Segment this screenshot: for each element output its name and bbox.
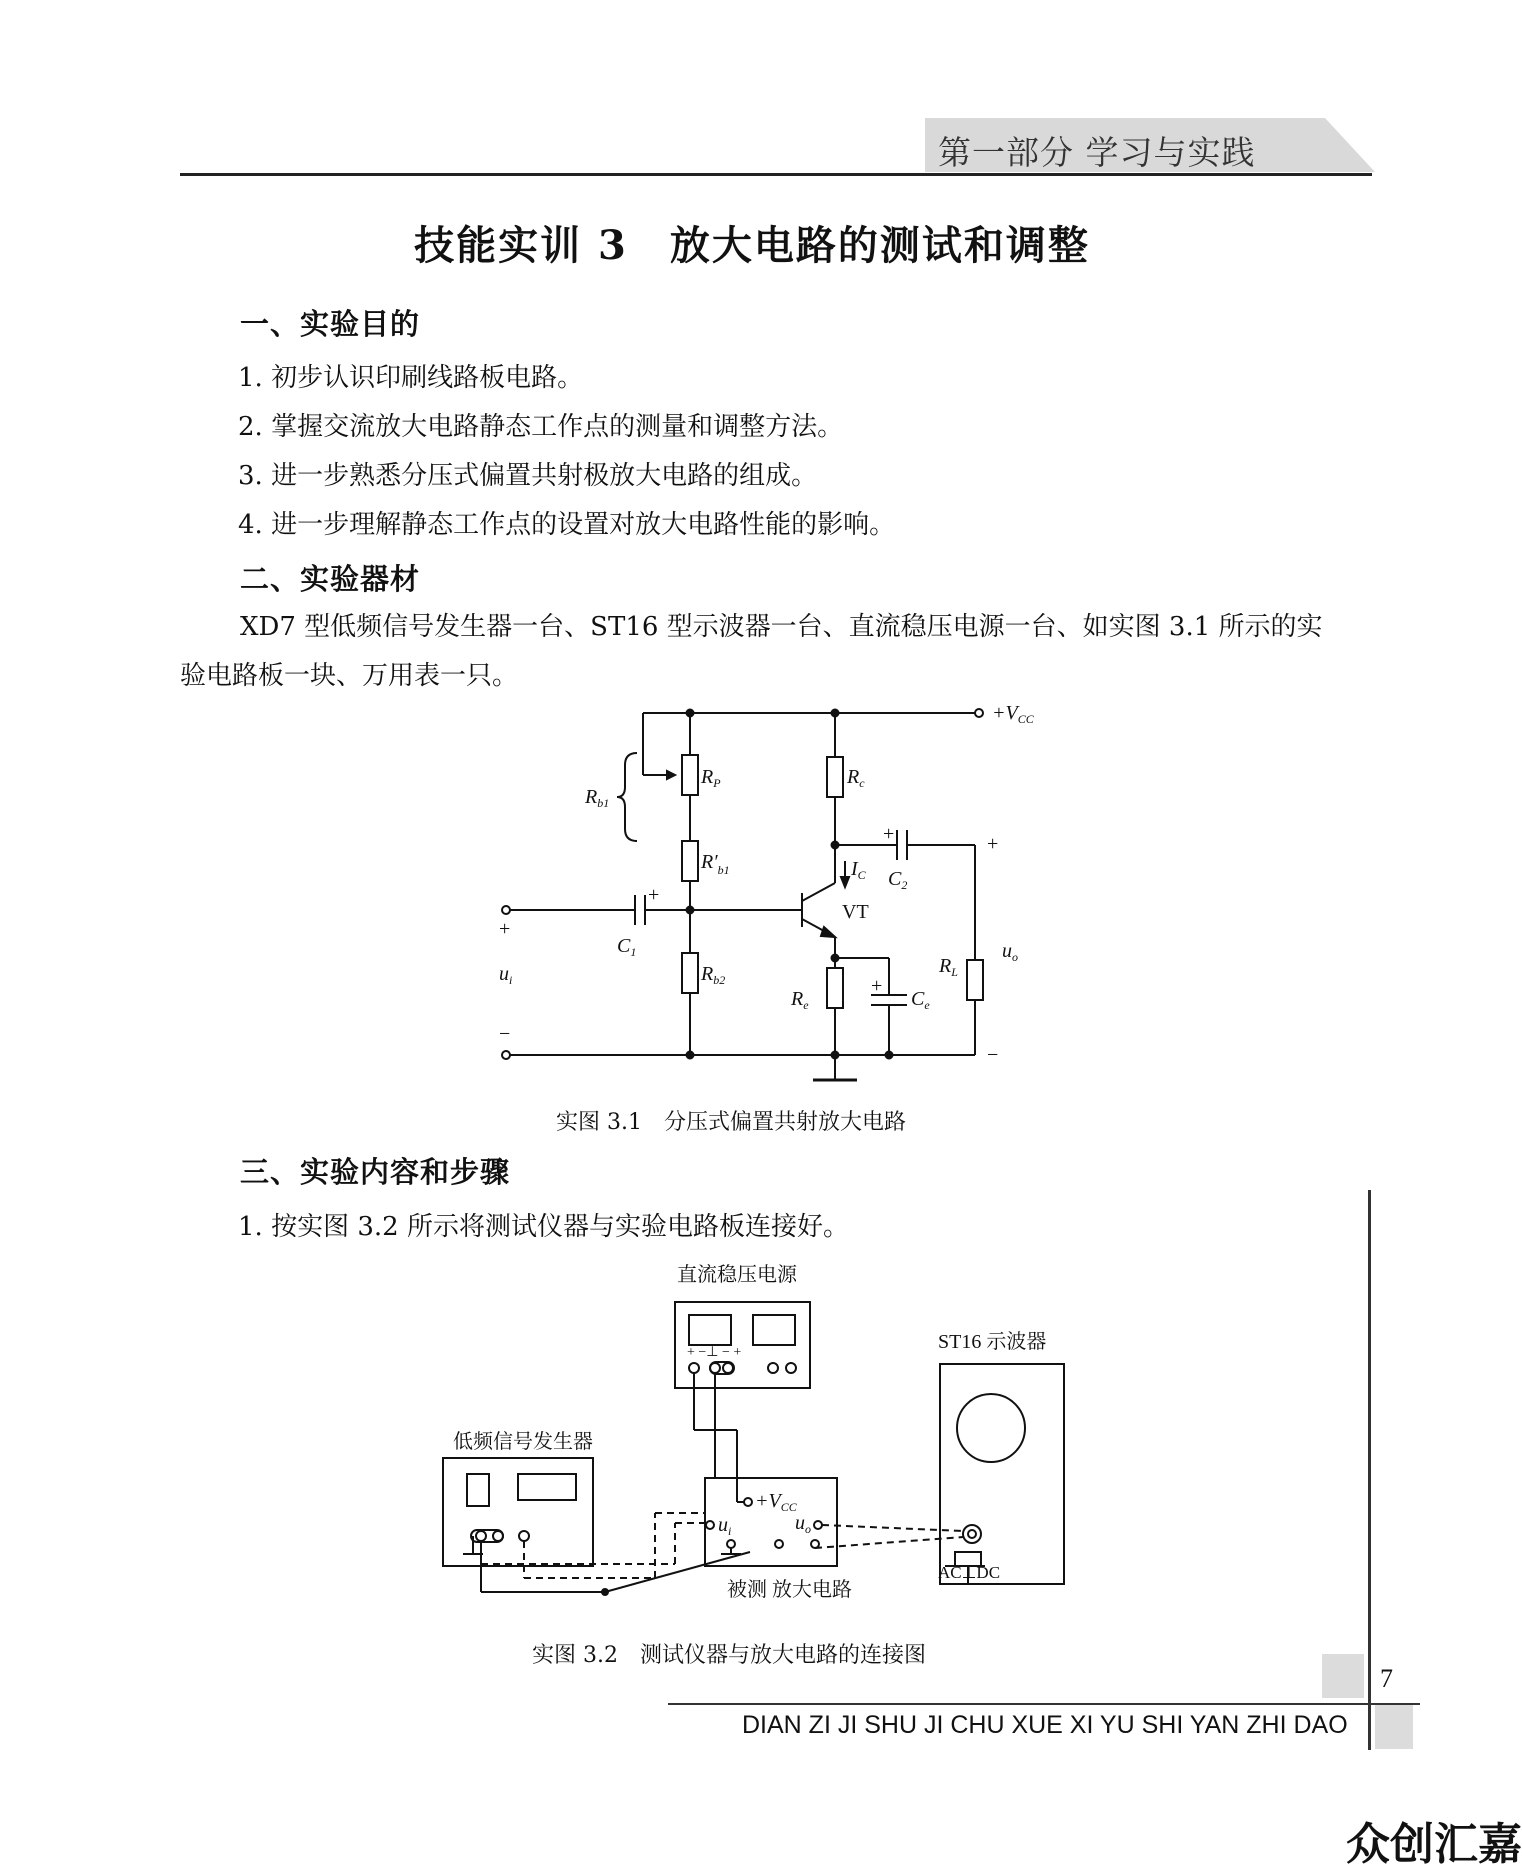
- ce-plus: +: [871, 975, 883, 997]
- svg-text:Ce: [911, 988, 930, 1012]
- procedure-item: 1. 按实图 3.2 所示将测试仪器与实验电路板连接好。: [238, 1212, 849, 1242]
- objective-item: 1. 初步认识印刷线路板电路。: [238, 363, 584, 393]
- svg-text:Rb2: [700, 963, 725, 987]
- board-ui-sub: i: [728, 1524, 732, 1538]
- page-title: 技能实训 3 放大电路的测试和调整: [414, 222, 1090, 269]
- board-vcc-sub: CC: [780, 1500, 797, 1514]
- vcc-label: +V: [992, 702, 1018, 724]
- amplifier-circuit-diagram: [495, 702, 1040, 1085]
- figure-3-2-caption: 实图 3.2 测试仪器与放大电路的连接图: [532, 1643, 926, 1668]
- rl-sub: L: [951, 965, 958, 979]
- footer-running-title: DIAN ZI JI SHU JI CHU XUE XI YU SHI YAN ZHI DAO: [742, 1711, 1348, 1739]
- re-label: R: [791, 988, 804, 1010]
- rb2-sub: b2: [713, 973, 726, 987]
- uo-label: u: [1002, 940, 1012, 962]
- ce-label: C: [911, 988, 925, 1010]
- objective-item: 2. 掌握交流放大电路静态工作点的测量和调整方法。: [238, 412, 844, 442]
- re-sub: e: [803, 998, 809, 1012]
- section-heading-procedure: 三、实验内容和步骤: [240, 1155, 511, 1189]
- rb1p-label: R′: [701, 851, 718, 873]
- rp-sub: P: [713, 776, 721, 790]
- board-uo-label: u: [795, 1512, 805, 1534]
- oscilloscope-label: ST16 示波器: [938, 1331, 1047, 1353]
- rb2-label: R: [701, 963, 714, 985]
- board-ui-label: u: [718, 1514, 728, 1536]
- power-supply-label: 直流稳压电源: [677, 1264, 797, 1286]
- vcc-sub: CC: [1017, 712, 1034, 726]
- svg-text:+VCC: [992, 702, 1035, 726]
- ui-label: u: [499, 963, 509, 985]
- page-number-box: [1322, 1654, 1364, 1698]
- objective-item: 4. 进一步理解静态工作点的设置对放大电路性能的影响。: [238, 510, 896, 540]
- c1-label: C: [617, 935, 631, 957]
- ps-terminal-signs: + −⊥ − +: [687, 1345, 742, 1360]
- svg-text:C1: [617, 935, 636, 959]
- rb1-sub: b1: [597, 796, 610, 810]
- section-heading-objectives: 一、实验目的: [240, 307, 421, 341]
- svg-text:Re: [790, 988, 809, 1012]
- board-uo-sub: o: [805, 1522, 811, 1536]
- svg-text:R′b1: [700, 851, 730, 877]
- output-minus: −: [987, 1044, 999, 1066]
- output-plus: +: [987, 833, 999, 855]
- rc-sub: c: [859, 776, 865, 790]
- svg-text:RP: [700, 766, 721, 790]
- svg-text:IC: [850, 858, 867, 882]
- section-heading-equipment: 二、实验器材: [240, 562, 421, 596]
- vt-label: VT: [842, 901, 869, 923]
- svg-text:uo: [1002, 940, 1018, 964]
- svg-text:Rc: [846, 766, 865, 790]
- svg-text:C2: [888, 868, 907, 892]
- watermark-logo: 众创汇嘉: [1346, 1819, 1522, 1870]
- c2-label: C: [888, 868, 902, 890]
- svg-text:Rb1: [584, 786, 609, 810]
- ce-sub: e: [924, 998, 930, 1012]
- ui-sub: i: [509, 973, 513, 987]
- uo-sub: o: [1012, 950, 1018, 964]
- footer-rule: [668, 1703, 1420, 1705]
- rp-label: R: [701, 766, 714, 788]
- ic-label: I: [851, 858, 858, 880]
- acdc-label: AC⊥DC: [938, 1563, 1001, 1582]
- instrument-connection-diagram: [425, 1248, 1085, 1623]
- rl-label: R: [939, 955, 952, 977]
- rb1-label: R: [585, 786, 598, 808]
- generator-label: 低频信号发生器: [453, 1431, 593, 1453]
- svg-text:RL: [938, 955, 958, 979]
- footer-vertical-rule: [1368, 1190, 1371, 1750]
- equipment-paragraph: XD7 型低频信号发生器一台、ST16 型示波器一台、直流稳压电源一台、如实图 3.1 所示的实验电路板一块、万用表一只。: [180, 612, 1323, 691]
- svg-text:ui: [499, 963, 512, 987]
- page-number: 7: [1380, 1664, 1393, 1693]
- c1-sub: 1: [630, 945, 637, 959]
- rb1p-sub: b1: [717, 863, 730, 877]
- objective-item: 3. 进一步熟悉分压式偏置共射极放大电路的组成。: [238, 461, 818, 491]
- c2-plus: +: [883, 823, 895, 845]
- input-minus: −: [499, 1023, 511, 1045]
- board-label: 被测 放大电路: [727, 1579, 852, 1601]
- ic-sub: C: [857, 868, 866, 882]
- footer-box: [1375, 1705, 1413, 1749]
- board-vcc-label: +V: [755, 1490, 781, 1512]
- c2-sub: 2: [901, 878, 908, 892]
- input-plus: +: [499, 918, 511, 940]
- c1-plus: +: [648, 884, 660, 906]
- figure-3-1-caption: 实图 3.1 分压式偏置共射放大电路: [556, 1110, 906, 1135]
- rc-label: R: [847, 766, 860, 788]
- running-header: 第一部分 学习与实践: [938, 133, 1256, 172]
